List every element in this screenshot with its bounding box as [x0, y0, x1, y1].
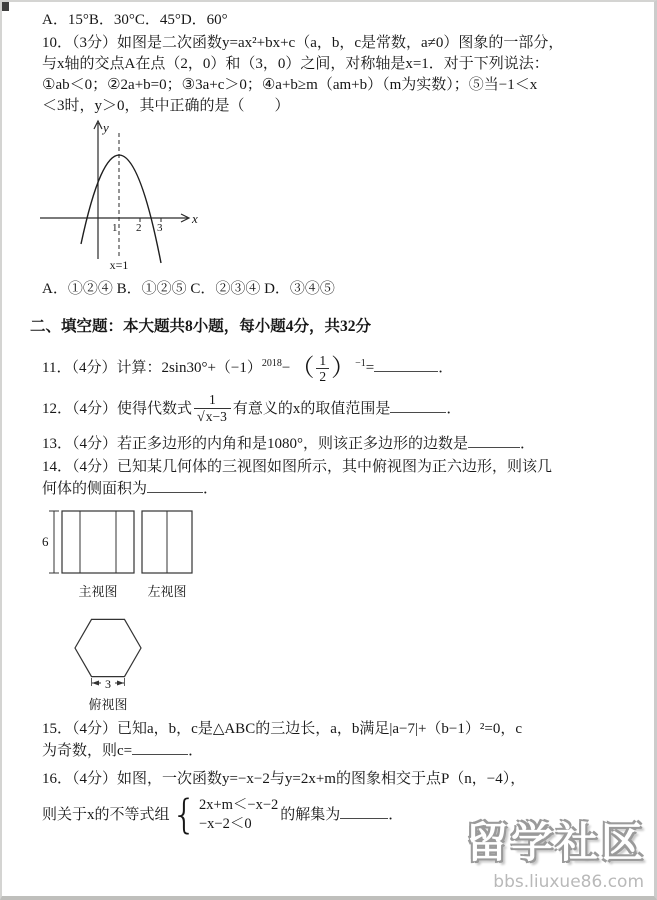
- close-paren: ）: [331, 355, 356, 382]
- watermark-logo: 留学社区: [465, 818, 646, 867]
- x-tick-label-1: 1: [112, 222, 118, 234]
- fraction-one-half: [316, 353, 329, 385]
- question-15-line-1: 15．（4分）已知a，b，c是△ABC的三边长，a，b满足|a−7|+（b−1）²=0，c: [42, 720, 523, 737]
- question-13-text: 13．（4分）若正多边形的内角和是1080°，则该正多边形的边数是: [42, 435, 469, 452]
- question-10-line-1: 10．（3分）如图是二次函数y=ax²+bx+c（a，b，c是常数，a≠0）图象的一部分，: [42, 35, 564, 51]
- question-12-text-suffix: 有意义的x的取值范围是: [232, 400, 391, 417]
- y-axis-label: y: [103, 120, 109, 135]
- scan-artifact: [2, 2, 9, 11]
- radical-sign: √: [197, 409, 205, 425]
- symmetry-axis-label: x=1: [109, 258, 129, 271]
- question-16-text: 则关于x的不等式组: [42, 806, 170, 823]
- question-15-line-2: [42, 740, 630, 762]
- inequality-2: −x−2＜0: [198, 816, 252, 833]
- watermark-url: bbs.liuxue86.com: [493, 872, 644, 892]
- front-view-rect: [62, 511, 134, 573]
- question-10-answer-options: A．①②④ B．①②⑤ C．②③④ D．③④⑤: [42, 281, 335, 297]
- question-15: [42, 719, 630, 762]
- question-16-text-suffix: 的解集为: [280, 806, 341, 823]
- previous-question-options: A．15°B．30°C．45°D．60°: [42, 12, 228, 28]
- question-10: [42, 33, 630, 117]
- inequality-1: 2x+m＜−x−2: [198, 797, 279, 814]
- question-11: [42, 347, 630, 386]
- question-10-line-4: ＜3时，y＞0，其中正确的是（ ）: [42, 98, 290, 114]
- fraction-numerator: 1: [319, 352, 327, 368]
- question-14: [42, 457, 630, 500]
- front-view-label: 主视图: [78, 583, 118, 599]
- section-2-header: 二、填空题：本大题共8小题，每小题4分，共32分: [30, 318, 372, 335]
- exponent-neg-1: −1: [355, 358, 366, 369]
- x-tick-label-2: 2: [136, 222, 142, 234]
- system-brace: {: [171, 792, 197, 839]
- top-view-label: 俯视图: [88, 696, 128, 712]
- height-dimension-label: 6: [42, 533, 49, 549]
- side-dimension-label: 3: [105, 676, 111, 691]
- fraction-denominator: 2: [316, 368, 329, 385]
- question-11-text: 11．（4分）计算：2sin30°+（−1）: [42, 360, 262, 376]
- fraction-denominator: [194, 408, 231, 426]
- period: ．: [388, 806, 404, 823]
- hexagon-shape: [75, 619, 141, 676]
- question-10-line-2: 与x轴的交点A在点（2，0）和（3，0）之间，对称轴是x=1．对于下列说法：: [42, 56, 549, 72]
- answer-blank: [132, 740, 188, 755]
- fraction-numerator: 1: [209, 392, 216, 408]
- period: ．: [446, 400, 462, 417]
- parabola-figure: [36, 119, 214, 271]
- question-14-line-2: [42, 478, 630, 500]
- answer-blank: [147, 478, 203, 493]
- period: ．: [438, 360, 454, 376]
- radicand: x−3: [205, 408, 227, 424]
- top-view-hexagon-figure: [64, 611, 194, 713]
- x-axis-label: x: [192, 211, 198, 226]
- answer-blank: [468, 433, 520, 448]
- inequality-system: [171, 792, 279, 839]
- question-10-line-3: ①ab＜0；②2a+b=0；③3a+c＞0；④a+b≥m（am+b）（m为实数）；⑤当−1＜x: [42, 77, 538, 93]
- parabola-curve: [81, 155, 161, 263]
- question-13: [42, 433, 630, 455]
- answer-blank: [340, 804, 388, 819]
- open-paren: （: [290, 355, 315, 382]
- x-tick-label-3: 3: [157, 222, 163, 234]
- period: ．: [188, 742, 204, 759]
- dimension-arrow-right-icon: [117, 680, 124, 685]
- dimension-arrow-left-icon: [92, 680, 99, 685]
- three-views-figure: [42, 508, 252, 603]
- exponent-2018: 2018: [261, 358, 282, 369]
- question-12: [42, 390, 630, 428]
- question-14-text: 何体的侧面积为: [42, 480, 148, 497]
- question-12-text: 12．（4分）使得代数式: [42, 400, 193, 417]
- minus-operator: −: [281, 360, 291, 376]
- question-14-line-1: 14．（4分）已知某几何体的三视图如图所示，其中俯视图为正六边形，则该几: [42, 458, 553, 475]
- side-view-label: 左视图: [147, 583, 187, 599]
- question-16-line-1: 16．（4分）如图，一次函数y=−x−2与y=2x+m的图象相交于点P（n，−4），: [42, 770, 526, 787]
- period: ．: [520, 435, 536, 452]
- answer-blank: [390, 398, 446, 413]
- equals-sign: =: [365, 360, 375, 376]
- fraction-radical: [194, 392, 231, 426]
- question-15-text: 为奇数，则c=: [42, 742, 133, 759]
- answer-blank: [374, 357, 438, 372]
- period: ．: [203, 480, 219, 497]
